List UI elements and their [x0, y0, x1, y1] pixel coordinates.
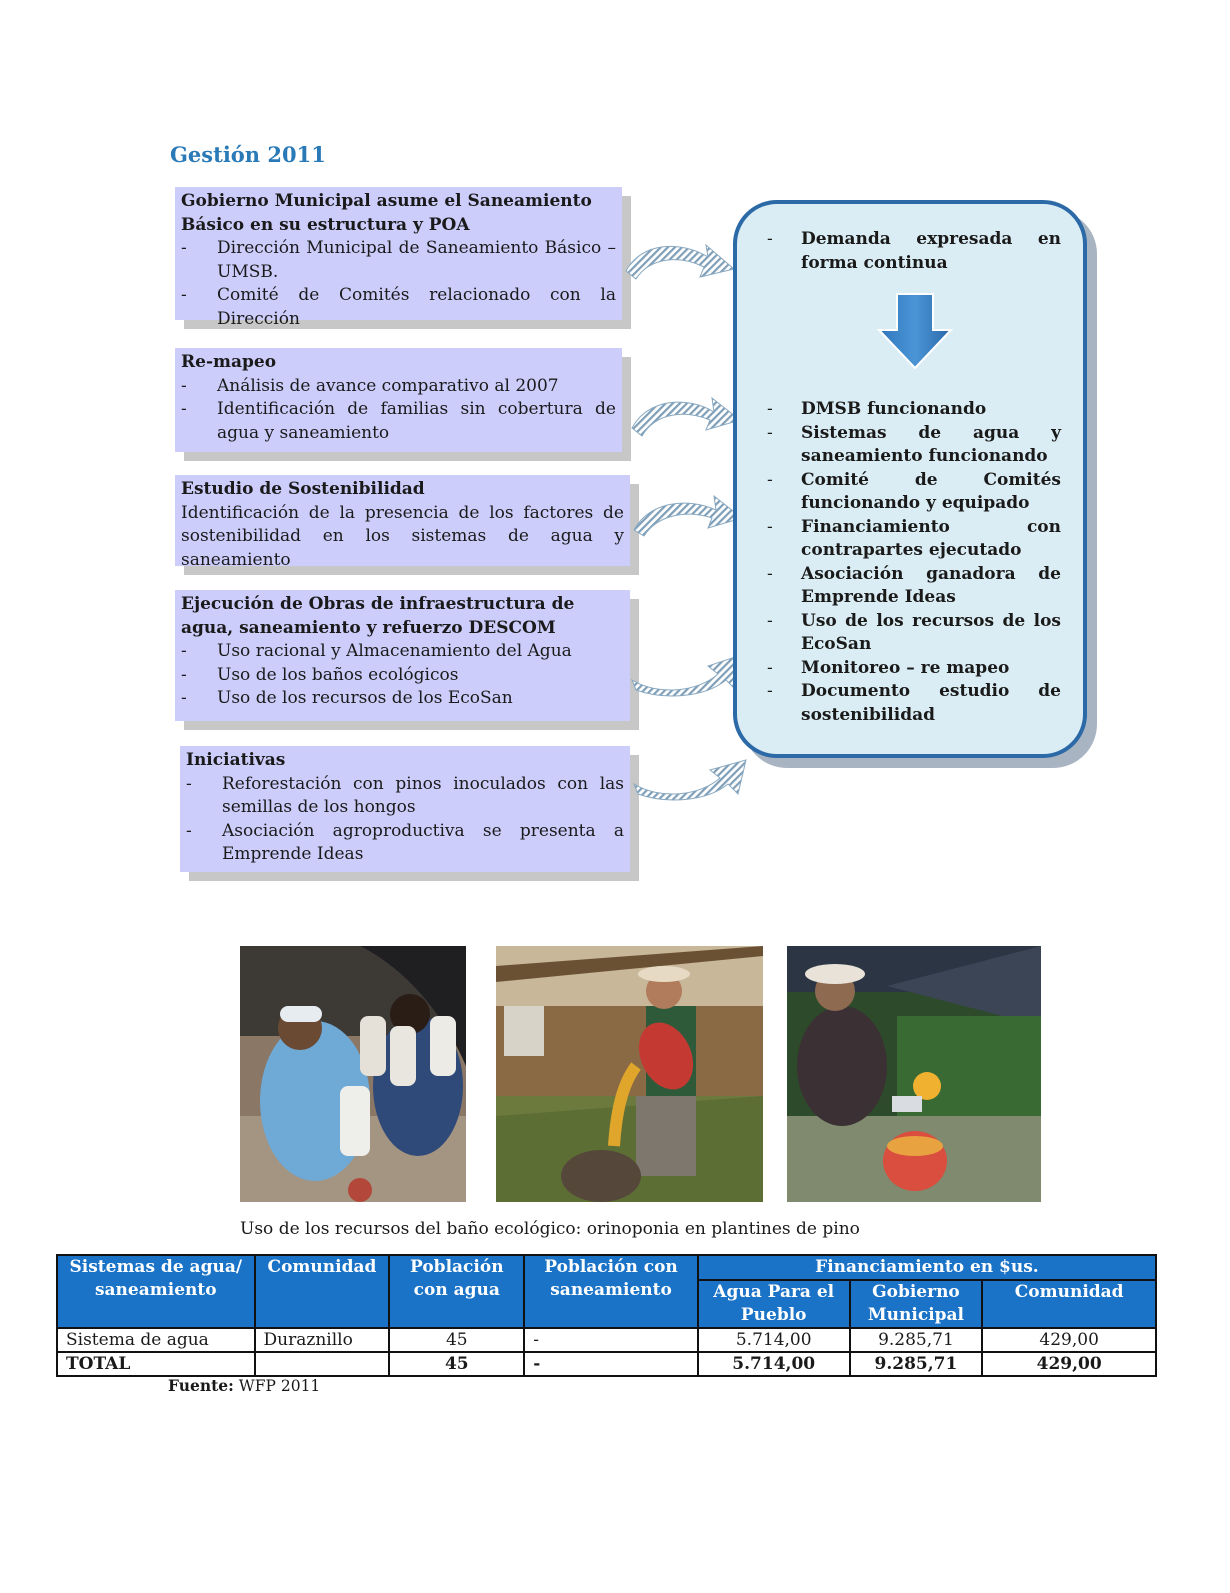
list-item: - Identificación de familias sin cobertura de agua y saneamiento: [181, 398, 616, 445]
table-total-row: [57, 1352, 1156, 1376]
cell-comunidad-fin: 429,00: [982, 1328, 1156, 1352]
cell-total-pob-agua: 45: [389, 1352, 524, 1376]
cell-total-agua-pueblo: 5.714,00: [698, 1352, 850, 1376]
col-header-agua-pueblo: Agua Para el Pueblo: [698, 1280, 850, 1328]
photo-pouring-urine: [496, 946, 763, 1202]
list-item: - Dirección Municipal de Saneamiento Básico – UMSB.: [181, 237, 616, 284]
cell-sistema: Sistema de agua: [57, 1328, 255, 1352]
box-gobierno-municipal: [175, 187, 622, 329]
cell-gobierno: 9.285,71: [850, 1328, 983, 1352]
col-header-sistemas: Sistemas de agua/ saneamiento: [57, 1255, 255, 1328]
box-title: Iniciativas: [186, 750, 286, 770]
box-ejecucion-obras: [175, 590, 630, 721]
list-item: - Documento estudio de sostenibilidad: [765, 680, 1061, 727]
cell-comunidad: Duraznillo: [255, 1328, 390, 1352]
curved-arrow-icon: [630, 756, 750, 806]
results-box: [733, 200, 1087, 758]
table-header-row: [57, 1255, 1156, 1280]
list-item: - Asociación ganadora de Emprende Ideas: [765, 563, 1061, 610]
box-title: Ejecución de Obras de infraestructura de agua, saneamiento y refuerzo DESCOM: [181, 594, 575, 638]
box-estudio-sostenibilidad: [175, 475, 630, 570]
cell-empty: [255, 1352, 390, 1376]
cell-pob-agua: 45: [389, 1328, 524, 1352]
col-header-gobierno: Gobierno Municipal: [850, 1280, 983, 1328]
cell-total-label: TOTAL: [57, 1352, 255, 1376]
curved-arrow-icon: [630, 490, 745, 540]
cell-total-comunidad-fin: 429,00: [982, 1352, 1156, 1376]
list-item: - Asociación agroproductiva se presenta a Emprende Ideas: [186, 820, 624, 867]
source-note: [168, 1376, 320, 1395]
list-item: - Sistemas de agua y saneamiento funcionando: [765, 422, 1061, 469]
col-header-poblacion-saneamiento: Población con saneamiento: [524, 1255, 698, 1328]
table-row: [57, 1328, 1156, 1352]
box-title: Estudio de Sostenibilidad: [181, 479, 425, 499]
col-header-comunidad: Comunidad: [255, 1255, 390, 1328]
photo-pine-seedlings: [787, 946, 1041, 1202]
list-item: - Comité de Comités funcionando y equipado: [765, 469, 1061, 516]
cell-pob-san: -: [524, 1328, 698, 1352]
col-header-comunidad-fin: Comunidad: [982, 1280, 1156, 1328]
col-header-financiamiento: Financiamiento en $us.: [698, 1255, 1156, 1280]
cell-agua-pueblo: 5.714,00: [698, 1328, 850, 1352]
list-item: - Monitoreo – re mapeo: [765, 657, 1061, 681]
box-re-mapeo: [175, 348, 622, 452]
source-text: WFP 2011: [233, 1377, 321, 1395]
list-item: - Uso de los recursos de los EcoSan: [765, 610, 1061, 657]
box-title: Re-mapeo: [181, 352, 277, 372]
box-title: Gobierno Municipal asume el Saneamiento Básico en su estructura y POA: [181, 191, 592, 235]
curved-arrow-icon: [628, 390, 743, 440]
list-item: - DMSB funcionando: [765, 398, 1061, 422]
box-text: Identificación de la presencia de los factores de sostenibilidad en los sistemas de agua y saneamiento: [181, 502, 624, 570]
list-item: - Demanda expresada en forma continua: [765, 228, 1061, 275]
cell-total-pob-san: -: [524, 1352, 698, 1376]
funding-table: [56, 1254, 1157, 1377]
list-item: - Reforestación con pinos inoculados con las semillas de los hongos: [186, 773, 624, 820]
down-arrow-icon: [875, 292, 955, 372]
list-item: - Uso racional y Almacenamiento del Agua: [181, 640, 624, 664]
col-header-poblacion-agua: Población con agua: [389, 1255, 524, 1328]
list-item: - Financiamiento con contrapartes ejecutado: [765, 516, 1061, 563]
list-item: - Uso de los baños ecológicos: [181, 664, 624, 688]
source-label: Fuente:: [168, 1376, 234, 1395]
list-item: - Comité de Comités relacionado con la Dirección: [181, 284, 616, 331]
photo-caption: Uso de los recursos del baño ecológico: orinoponia en plantines de pino: [240, 1219, 860, 1239]
list-item: - Análisis de avance comparativo al 2007: [181, 375, 616, 399]
list-item: - Uso de los recursos de los EcoSan: [181, 687, 624, 711]
curved-arrow-icon: [628, 648, 748, 698]
photo-bottles: [240, 946, 466, 1202]
cell-total-gobierno: 9.285,71: [850, 1352, 983, 1376]
curved-arrow-icon: [622, 235, 737, 285]
box-iniciativas: [180, 746, 630, 872]
section-heading: Gestión 2011: [170, 142, 326, 167]
